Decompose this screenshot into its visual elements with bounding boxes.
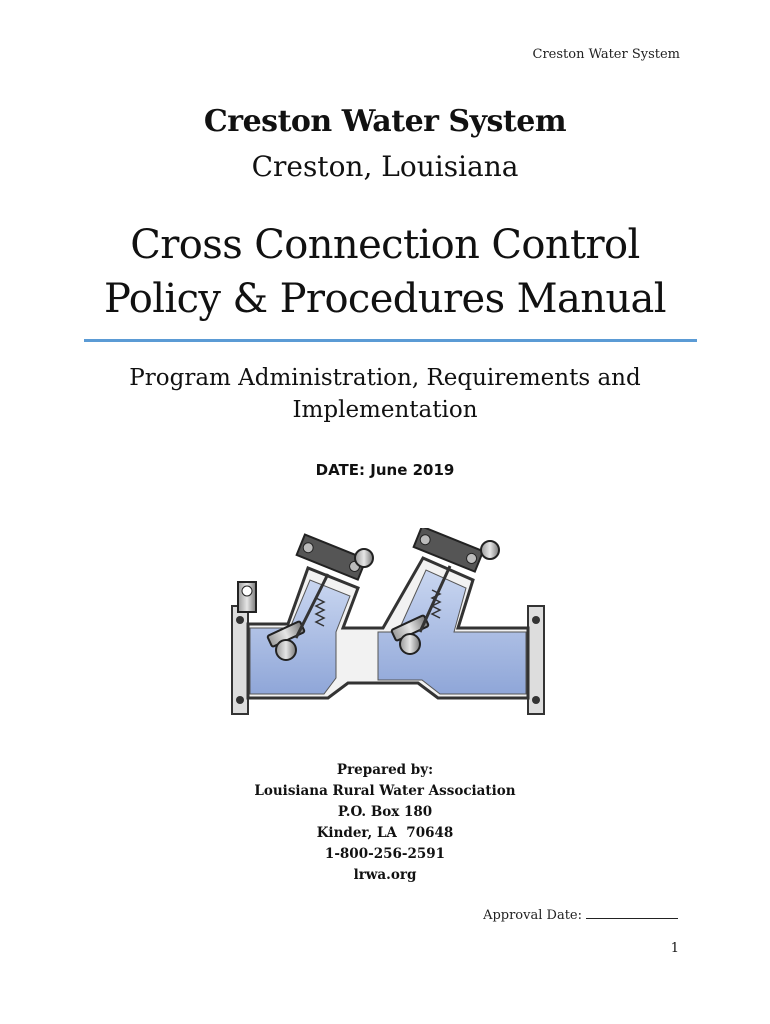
title-divider bbox=[84, 339, 697, 342]
preparer-po-box: P.O. Box 180 bbox=[337, 804, 433, 820]
approval-date-label: Approval Date: bbox=[483, 908, 582, 923]
preparer-website: lrwa.org bbox=[353, 867, 417, 883]
document-date: DATE: June 2019 bbox=[315, 461, 455, 479]
approval-date-blank bbox=[586, 906, 678, 919]
subtitle-line-1: Program Administration, Requirements and bbox=[129, 365, 641, 391]
preparer-phone: 1-800-256-2591 bbox=[324, 846, 446, 862]
document-subtitle bbox=[0, 362, 770, 426]
preparer-organization: Louisiana Rural Water Association bbox=[254, 783, 516, 799]
organization-location: Creston, Louisiana bbox=[251, 150, 519, 183]
preparer-city: Kinder, LA 70648 bbox=[316, 825, 454, 841]
page-number: 1 bbox=[670, 941, 679, 956]
approval-date bbox=[483, 906, 678, 923]
title-line-1: Cross Connection Control bbox=[130, 222, 640, 268]
title-line-2: Policy & Procedures Manual bbox=[104, 276, 666, 322]
prepared-by-label: Prepared by: bbox=[336, 762, 434, 778]
prepared-by-block bbox=[0, 760, 770, 886]
running-header: Creston Water System bbox=[532, 47, 680, 62]
subtitle-line-2: Implementation bbox=[292, 397, 478, 423]
double-check-valve-illustration bbox=[228, 528, 548, 718]
organization-name: Creston Water System bbox=[203, 104, 567, 139]
document-title bbox=[0, 218, 770, 326]
